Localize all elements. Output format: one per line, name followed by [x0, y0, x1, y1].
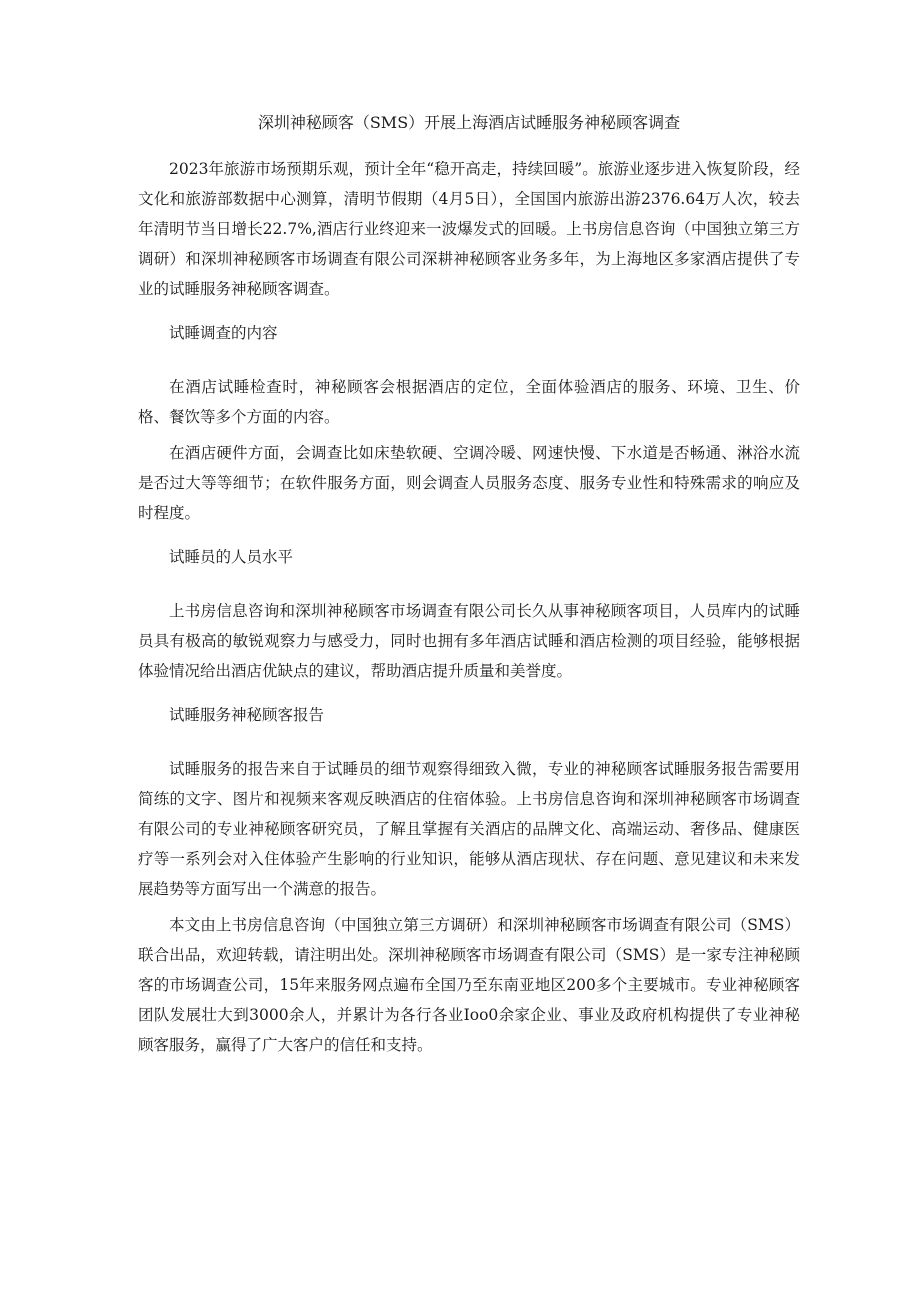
section-heading-report: 试睡服务神秘顾客报告 [169, 706, 325, 724]
section-content-paragraph-2: 在酒店硬件方面，会调查比如床垫软硬、空调冷暖、网速快慢、下水道是否畅通、淋浴水流是否过大等等细节；在软件服务方面，则会调查人员服务态度、服务专业性和特殊需求的响应及时程度。 [138, 444, 800, 522]
section-content-paragraph-1: 在酒店试睡检查时，神秘顾客会根据酒店的定位，全面体验酒店的服务、环境、卫生、价格、餐饮等多个方面的内容。 [138, 378, 800, 426]
intro-paragraph: 2023年旅游市场预期乐观，预计全年“稳开高走，持续回暖”。旅游业逐步进入恢复阶段，经文化和旅游部数据中心测算，清明节假期（4月5日），全国国内旅游出游2376.64万人次，较去年清明节当日增长22.7%,酒店行业终迎来一波爆发式的回暖。上书房信息咨询（中国独立第三方调研）和深圳神秘顾客市场调查有限公司深耕神秘顾客业务多年，为上海地区多家酒店提供了专业的试睡服务神秘顾客调查。 [138, 160, 800, 298]
section-heading-staff-level: 试睡员的人员水平 [169, 548, 294, 566]
closing-paragraph: 本文由上书房信息咨询（中国独立第三方调研）和深圳神秘顾客市场调查有限公司（SMS）联合出品，欢迎转载，请注明出处。深圳神秘顾客市场调查有限公司（SMS）是一家专注神秘顾客的市场调查公司，15年来服务网点遍布全国乃至东南亚地区200多个主要城市。专业神秘顾客团队发展壮大到3000余人，并累计为各行各业Ioo0余家企业、事业及政府机构提供了专业神秘顾客服务，赢得了广大客户的信任和支持。 [138, 916, 800, 1054]
document-title: 深圳神秘顾客（SMS）开展上海酒店试睡服务神秘顾客调查 [257, 113, 681, 132]
section-report-paragraph: 试睡服务的报告来自于试睡员的细节观察得细致入微，专业的神秘顾客试睡服务报告需要用简练的文字、图片和视频来客观反映酒店的住宿体验。上书房信息咨询和深圳神秘顾客市场调查有限公司的专业神秘顾客研究员，了解且掌握有关酒店的品牌文化、高端运动、奢侈品、健康医疗等一系列会对入住体验产生影响的行业知识，能够从酒店现状、存在问题、意见建议和未来发展趋势等方面写出一个满意的报告。 [138, 760, 800, 898]
document-page [138, 108, 800, 1066]
section-staff-level-paragraph: 上书房信息咨询和深圳神秘顾客市场调查有限公司长久从事神秘顾客项目，人员库内的试睡员具有极高的敏锐观察力与感受力，同时也拥有多年酒店试睡和酒店检测的项目经验，能够根据体验情况给出酒店优缺点的建议，帮助酒店提升质量和美誉度。 [138, 602, 800, 680]
section-heading-content: 试睡调查的内容 [169, 324, 278, 342]
